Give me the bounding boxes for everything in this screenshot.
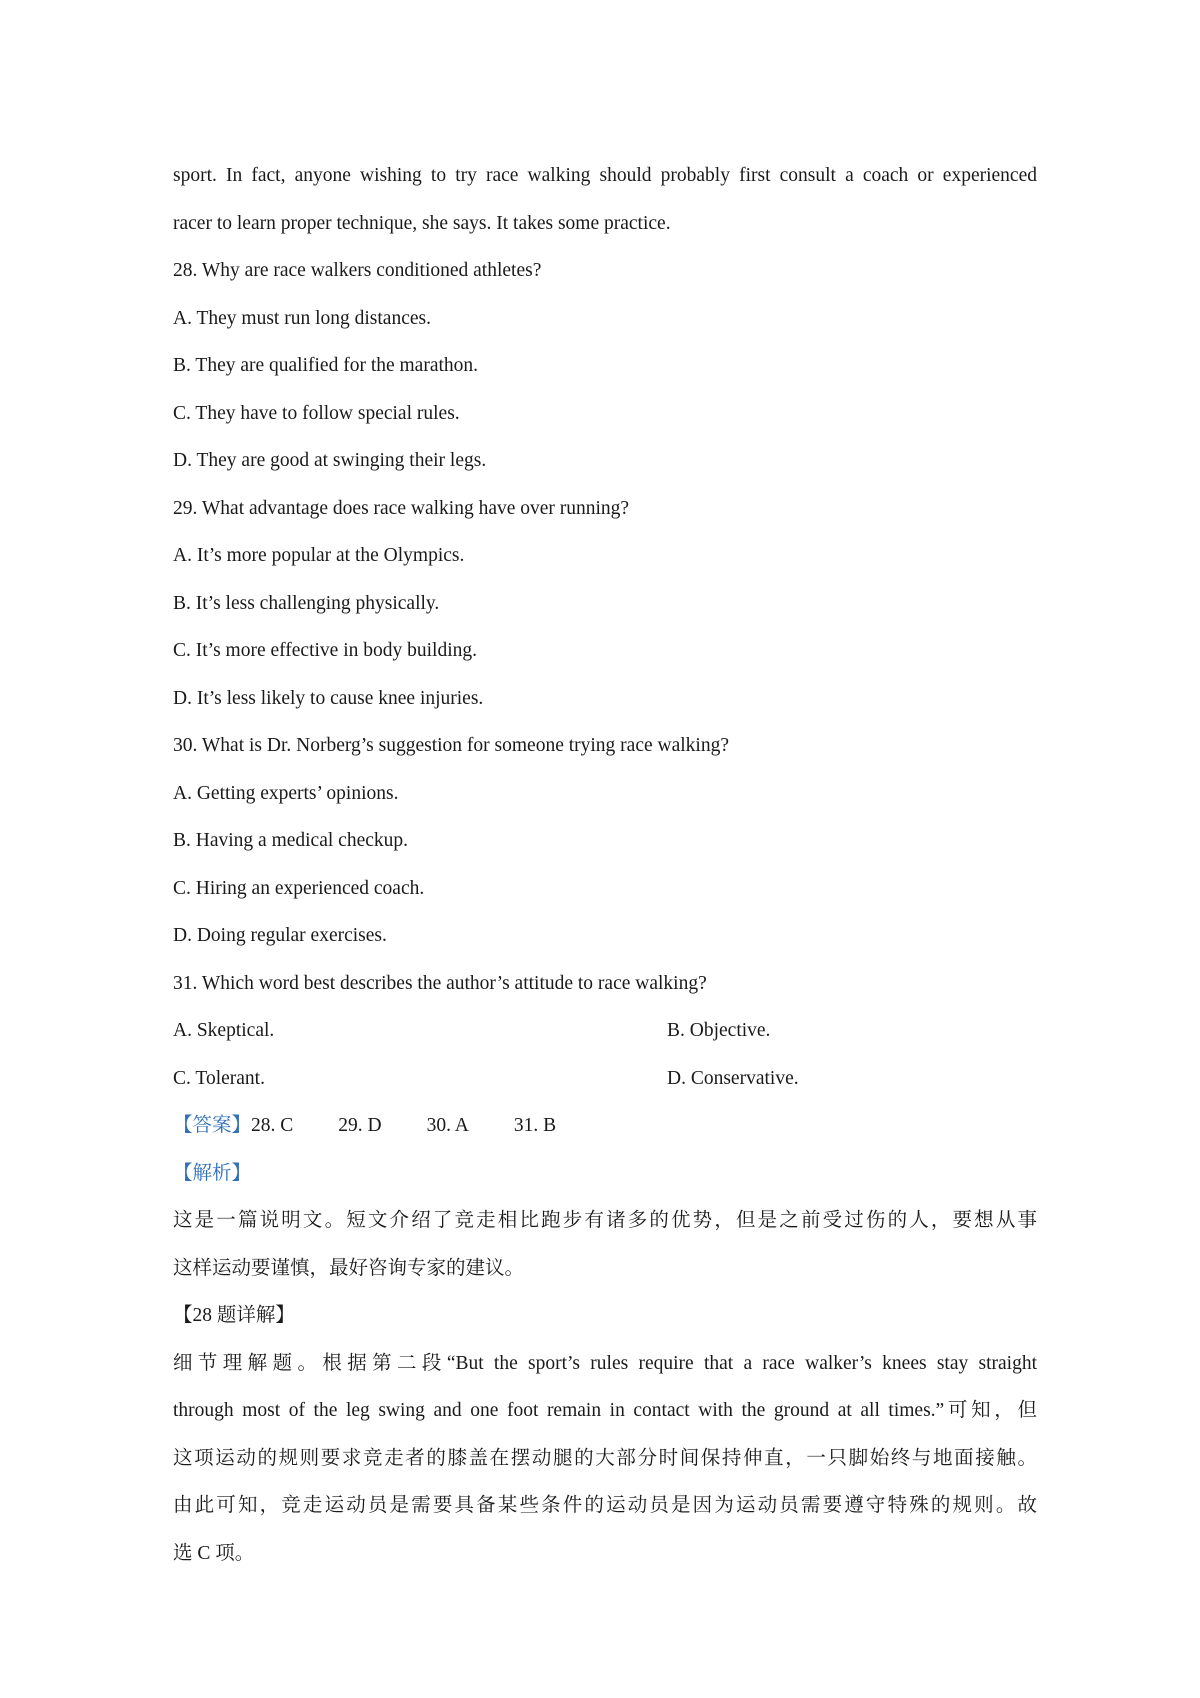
detail-line: 这项运动的规则要求竞走者的膝盖在摆动腿的大部分时间保持伸直，一只脚始终与地面接触。: [173, 1447, 1037, 1469]
question-option: C. It’s more effective in body building.: [173, 640, 478, 661]
answer-label: 【答案】: [173, 1115, 252, 1136]
detail-line: through most of the leg swing and one foot remain in contact with the ground at all times.”可知，但: [173, 1400, 1037, 1421]
question-option: A. Skeptical.: [173, 1020, 275, 1041]
question-option: C. Tolerant.: [173, 1067, 265, 1089]
option-row: [173, 1055, 1037, 1103]
question-option: B. They are qualified for the marathon.: [173, 355, 479, 376]
question-option: C. Hiring an experienced coach.: [173, 877, 425, 899]
question-option: B. It’s less challenging physically.: [173, 592, 440, 614]
answer-item: 31. B: [513, 1115, 557, 1136]
detail-heading: 【28 题详解】: [173, 1305, 295, 1326]
question-option: D. Conservative.: [667, 1067, 799, 1089]
analysis-label: 【解析】: [173, 1162, 252, 1184]
passage-line: racer to learn proper technique, she says. It takes some practice.: [173, 212, 671, 234]
question-stem: 28. Why are race walkers conditioned athletes?: [173, 260, 542, 281]
question-option: A. It’s more popular at the Olympics.: [173, 545, 465, 566]
question-option: B. Objective.: [667, 1020, 771, 1041]
document-page: [173, 152, 1037, 1577]
analysis-line: 这是一篇说明文。短文介绍了竞走相比跑步有诸多的优势，但是之前受过伤的人，要想从事: [173, 1210, 1037, 1231]
answer-item: 30. A: [426, 1115, 469, 1136]
question-option: A. They must run long distances.: [173, 307, 431, 329]
answer-item: 29. D: [338, 1115, 382, 1136]
question-stem: 29. What advantage does race walking have over running?: [173, 497, 630, 519]
answer-line: [173, 1102, 1037, 1150]
detail-line: 由此可知，竞走运动员是需要具备某些条件的运动员是因为运动员需要遵守特殊的规则。故: [173, 1495, 1037, 1516]
analysis-line: 这样运动要谨慎，最好咨询专家的建议。: [173, 1257, 525, 1279]
question-stem: 31. Which word best describes the author’s attitude to race walking?: [173, 972, 707, 994]
question-option: B. Having a medical checkup.: [173, 830, 408, 851]
question-option: D. Doing regular exercises.: [173, 925, 387, 946]
question-option: C. They have to follow special rules.: [173, 402, 460, 424]
passage-line: sport. In fact, anyone wishing to try race walking should probably first consult a coach or experienced: [173, 165, 1037, 186]
question-option: D. It’s less likely to cause knee injuries.: [173, 687, 484, 709]
answer-item: 28. C: [251, 1115, 294, 1136]
question-stem: 30. What is Dr. Norberg’s suggestion for someone trying race walking?: [173, 735, 729, 756]
option-row: [173, 1007, 1037, 1055]
question-option: D. They are good at swinging their legs.: [173, 450, 487, 471]
detail-line: 细节理解题。根据第二段“But the sport’s rules require that a race walker’s knees stay straight: [173, 1352, 1037, 1374]
detail-line: 选 C 项。: [173, 1542, 255, 1564]
question-option: A. Getting experts’ opinions.: [173, 782, 399, 804]
